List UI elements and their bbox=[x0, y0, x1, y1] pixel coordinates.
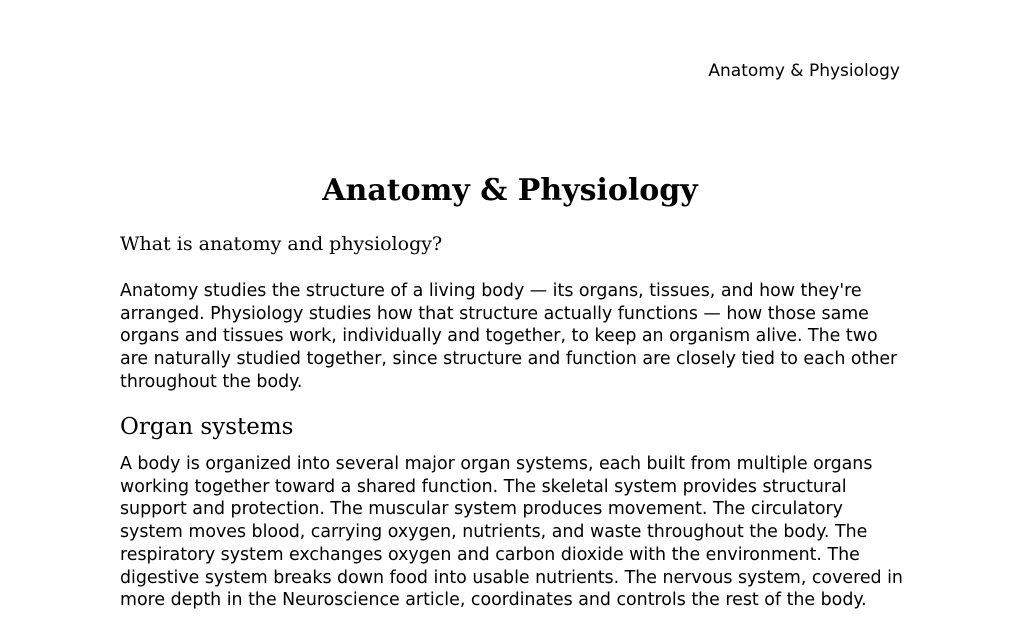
organ-systems-paragraph: A body is organized into several major organ systems, each built from multiple organs working together toward a shared function. The skeletal system provides structural support and protection. The muscular system produces movement. The circulatory system moves blood, carrying oxygen, nutrients, and waste throughout the body. The respiratory system exchanges oxygen and carbon dioxide with the environment. The digestive system breaks down food into usable nutrients. The nervous system, covered in more depth in the Neuroscience article, coordinates and controls the rest of the body. bbox=[120, 454, 903, 611]
page-title: Anatomy & Physiology bbox=[322, 173, 698, 208]
intro-paragraph: Anatomy studies the structure of a living body — its organs, tissues, and how they're arranged. Physiology studies how that structure actually functions — how those same organs and tissues work, individually and together, to keep an organism alive. The two are naturally studied together, since structure and function are closely tied to each other throughout the body. bbox=[120, 281, 898, 392]
section-heading-organ-systems: Organ systems bbox=[120, 414, 294, 440]
intro-heading: What is anatomy and physiology? bbox=[120, 233, 443, 255]
running-header: Anatomy & Physiology bbox=[708, 61, 900, 81]
